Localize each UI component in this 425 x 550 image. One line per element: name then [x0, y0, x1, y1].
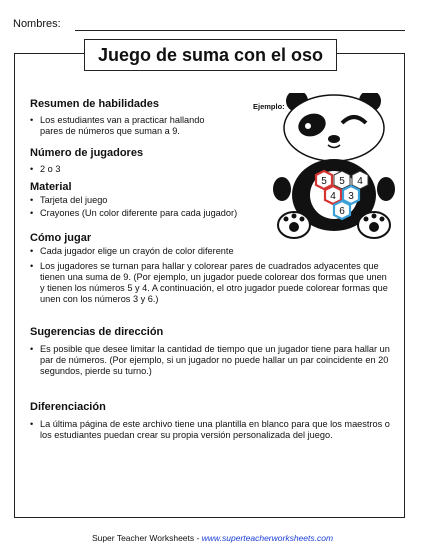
footer [0, 533, 425, 543]
footer-text: Super Teacher Worksheets - [91, 533, 202, 543]
hex-number: 6 [339, 206, 345, 217]
page-title: Juego de suma con el oso [84, 39, 337, 71]
hex-number: 4 [330, 191, 336, 202]
section-heading: Número de jugadores [30, 147, 144, 159]
footer-link[interactable]: www.superteacherworksheets.com [201, 533, 334, 543]
example-label: Ejemplo: [253, 102, 285, 111]
list-item: • Los jugadores se turnan para hallar y colorear pares de cuadrados adyacentes que tienen una suma de 9. (Por ejemplo, un jugador puede colorear dos formas que unen y tienen los números 5 y 4. A continuación, el otro jugador puede colorear formas que unen con los números 3 y 6.) [30, 261, 390, 305]
section-material [30, 181, 290, 219]
hex-number: 3 [348, 191, 354, 202]
section-heading: Resumen de habilidades [30, 98, 159, 110]
section-how-to-play [30, 232, 390, 305]
list-item: • La última página de este archivo tiene una plantilla en blanco para que los maestros o los estudiantes puedan crear su propia versión personalizada del juego. [30, 419, 390, 441]
section-heading: Sugerencias de dirección [30, 326, 164, 338]
names-label: Nombres: [13, 18, 61, 30]
section-heading: Cómo jugar [30, 232, 92, 244]
hex-number: 5 [321, 176, 327, 187]
list-item: • Crayones (Un color diferente para cada jugador) [30, 208, 290, 219]
section-players [30, 147, 143, 175]
section-differentiation [30, 401, 390, 441]
hex-number: 4 [357, 176, 363, 187]
list-item: • 2 o 3 [30, 164, 143, 175]
section-skills-summary [30, 98, 260, 137]
names-field[interactable] [13, 18, 413, 34]
list-item: • Cada jugador elige un crayón de color diferente [30, 246, 390, 257]
list-item: • Los estudiantes van a practicar hallando pares de números que suman a 9. [30, 115, 220, 137]
list-item: • Es posible que desee limitar la cantidad de tiempo que un jugador tiene para hallar un par de números. (Por ejemplo, si un jugador no puede hallar un par coincidente en 20 segundos, pierde su turno.) [30, 344, 390, 377]
section-heading: Material [30, 181, 72, 193]
section-heading: Diferenciación [30, 401, 106, 413]
hex-number: 5 [339, 176, 345, 187]
section-direction-suggestions [30, 326, 390, 377]
list-item: • Tarjeta del juego [30, 195, 290, 206]
names-line[interactable] [75, 30, 405, 31]
